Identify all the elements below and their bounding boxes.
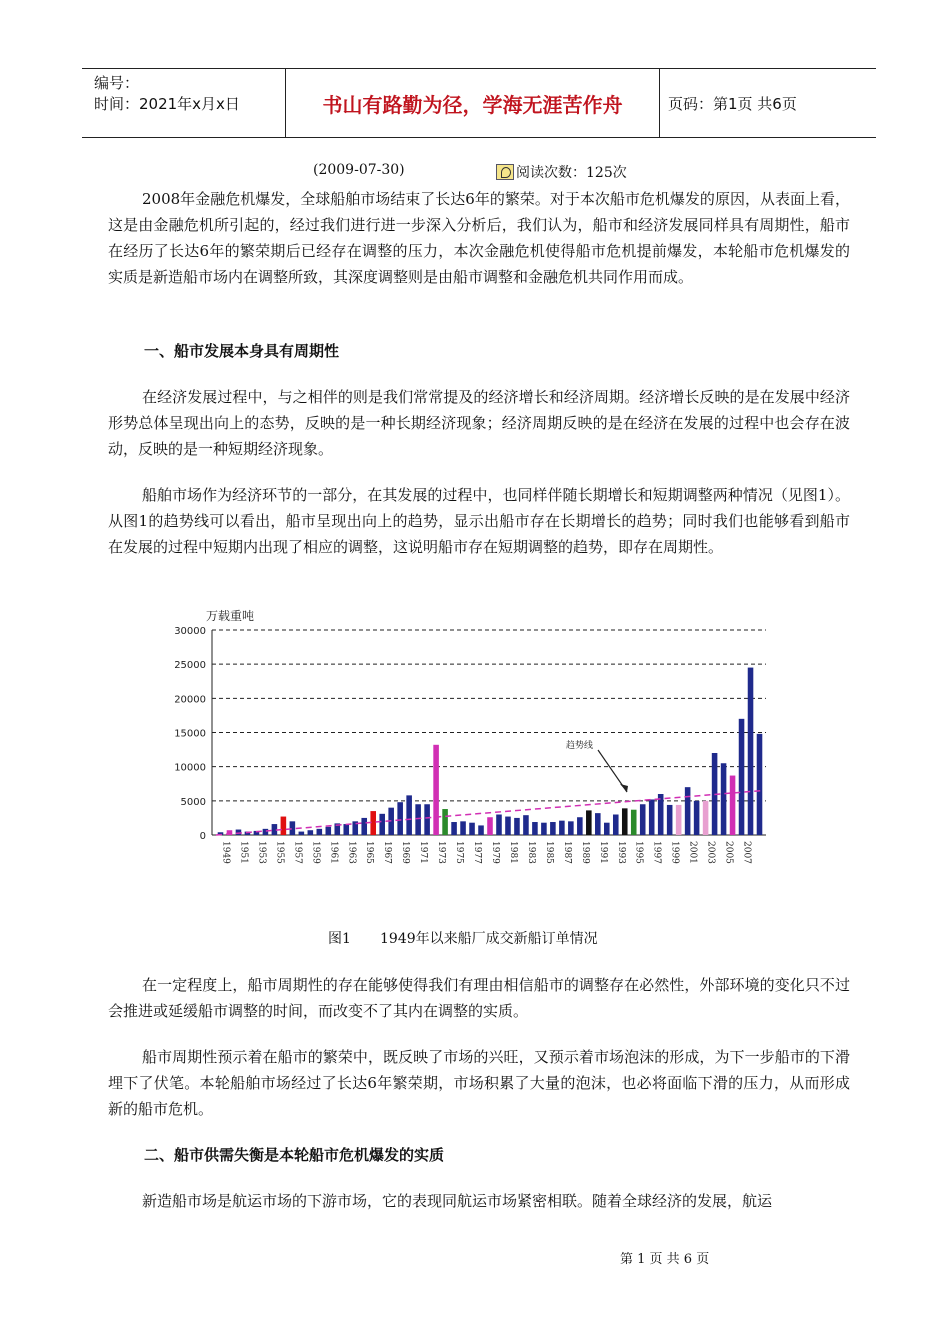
header-info-cell [82,69,286,137]
number-label: 编号： [94,74,140,92]
x-tick-label: 1983 [525,841,536,864]
y-tick-label: 20000 [174,694,206,706]
paragraph-3: 船舶市场作为经济环节的一部分，在其发展的过程中，也同样伴随长期增长和短期调整两种情况（见图1）。从图1的趋势线可以看出，船市呈现出向上的趋势，显示出船市存在长期增长的趋势；同时我们也能够看到船市在发展的过程中短期内出现了相应的调整，这说明船市存在短期调整的趋势，即存在周期性。 [108,486,850,556]
bar [622,808,628,835]
y-tick-label: 0 [199,831,206,842]
publish-date: (2009-07-30) [313,162,405,178]
x-tick-label: 1987 [561,841,572,864]
bar [469,823,475,835]
bar [604,823,610,835]
paragraph-6: 新造船市场是航运市场的下游市场，它的表现同航运市场紧密相联。随着全球经济的发展，航运 [142,1192,773,1210]
time-label: 时间：2021年x月x日 [94,95,240,113]
section-heading-1: 一、船市发展本身具有周期性 [144,342,340,360]
x-tick-label: 1999 [669,841,680,864]
x-tick-label: 1957 [292,841,303,864]
bar [263,829,269,835]
bar [757,734,763,835]
bar [326,827,332,835]
bar [379,814,385,835]
bar [739,719,745,835]
bar [532,822,538,835]
x-tick-label: 2005 [723,841,734,864]
bar [281,817,287,835]
bar [523,815,529,835]
x-tick-label: 2007 [741,841,752,864]
bar [577,817,583,835]
x-tick-label: 1965 [364,841,375,864]
x-tick-label: 1979 [490,841,500,864]
figure-number: 图1 [328,931,351,947]
x-tick-label: 1951 [238,841,249,864]
x-tick-label: 1981 [507,841,518,864]
paragraph-2: 在经济发展过程中，与之相伴的则是我们常常提及的经济增长和经济周期。经济增长反映的是在发展中经济形势总体呈现出向上的态势，反映的是一种长期经济现象；经济周期反映的是在经济在发展的过程中也会存在波动，反映的是一种短期经济现象。 [108,388,850,458]
x-tick-label: 1973 [436,841,447,864]
bar [460,821,466,835]
bar [748,668,754,835]
bar [361,818,367,835]
read-count [496,162,627,182]
bar [433,745,439,835]
x-tick-label: 1949 [220,841,231,864]
bar [559,821,565,835]
y-tick-label: 5000 [180,796,206,808]
bar [640,804,646,835]
bar [550,822,556,835]
page-label: 页码：第1页 共6页 [668,94,797,113]
bar [649,799,655,835]
x-tick-label: 1997 [651,841,662,864]
x-tick-label: 1969 [400,841,411,864]
bar [514,818,520,835]
y-tick-label: 25000 [174,660,206,672]
x-tick-label: 1959 [310,841,321,864]
bar [317,829,323,835]
bar [397,802,403,835]
bar [299,832,305,835]
paragraph-1: 2008年金融危机爆发，全球船舶市场结束了长达6年的繁荣。对于本次船市危机爆发的原因，从表面上看，这是由金融危机所引起的，经过我们进行进一步深入分析后，我们认为，船市和经济发展同样具有周期性，船市在经历了长达6年的繁荣期后已经存在调整的压力，本次金融危机使得船市危机提前爆发，本轮船市危机爆发的实质是新造船市场内在调整所致，其深度调整则是由船市调整和金融危机共同作用而成。 [108,190,850,286]
bar [451,822,457,835]
paragraph-4: 在一定程度上，船市周期性的存在能够使得我们有理由相信船市的调整存在必然性，外部环境的变化只不过会推进或延缓船市调整的时间，而改变不了其内在调整的实质。 [108,976,850,1020]
bar [478,825,484,835]
bar [631,810,637,835]
bar [568,821,574,835]
bar [343,824,349,835]
bar [613,815,619,836]
bar [424,804,430,835]
bar [658,794,664,835]
bar [721,763,727,835]
section-heading-2: 二、船市供需失衡是本轮船市危机爆发的实质 [144,1146,445,1164]
read-icon [496,164,514,180]
x-tick-label: 1955 [274,841,285,864]
x-tick-label: 1961 [328,841,339,864]
y-tick-label: 30000 [174,626,206,637]
x-tick-label: 1975 [454,841,465,864]
x-tick-label: 1993 [615,841,626,864]
order-chart [160,600,800,890]
trend-annotation: 趋势线 [566,741,594,751]
x-tick-label: 1991 [597,841,608,864]
y-axis-label: 万载重吨 [206,609,255,623]
paragraph-5: 船市周期性预示着在船市的繁荣中，既反映了市场的兴旺，又预示着市场泡沫的形成，为下一步船市的下滑埋下了伏笔。本轮船舶市场经过了长达6年繁荣期，市场积累了大量的泡沫，也必将面临下滑的压力，从而形成新的船市危机。 [108,1048,850,1118]
bar [694,801,700,835]
x-tick-label: 1967 [382,841,393,864]
bar [406,795,412,835]
bar [496,815,502,836]
bar [308,830,314,835]
figure-title: 1949年以来船厂成交新船订单情况 [380,931,598,947]
bar [586,810,592,835]
x-tick-label: 1971 [418,841,429,864]
x-tick-label: 1963 [346,841,357,864]
page-footer: 第 1 页 共 6 页 [620,1252,710,1267]
x-tick-label: 1989 [579,841,590,864]
bar [595,813,601,835]
bar [685,787,691,835]
bar [290,821,296,835]
x-tick-label: 1995 [633,841,644,864]
bar [730,776,736,835]
y-tick-label: 15000 [174,728,206,740]
bar [703,801,709,835]
bar [676,805,682,835]
motto: 书山有路勤为径，学海无涯苦作舟 [286,69,660,137]
x-tick-label: 1953 [256,841,267,864]
x-tick-label: 1985 [543,841,554,864]
x-tick-label: 2001 [687,841,698,864]
bar [415,804,421,835]
read-count-text: 阅读次数：125次 [516,165,627,181]
header-table [82,68,876,138]
x-tick-label: 2003 [705,841,716,864]
bar [505,817,511,835]
bar-chart-svg [160,600,800,890]
bar [487,817,493,835]
bar [541,823,547,835]
bar [667,805,673,835]
bar [442,809,448,835]
y-tick-label: 10000 [174,762,206,774]
x-tick-label: 1977 [472,841,483,864]
annotation-arrow-head [620,784,628,792]
